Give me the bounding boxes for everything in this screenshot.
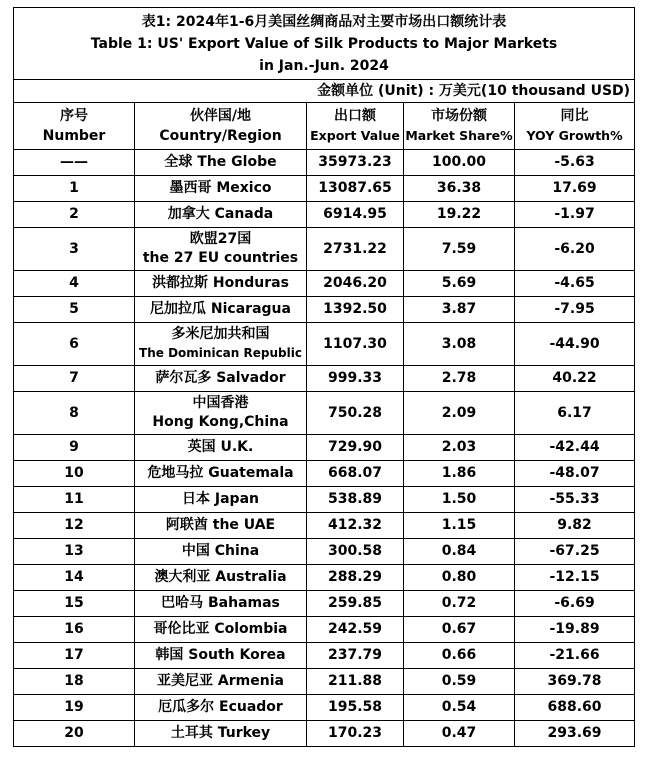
row-market-share: 3.08: [404, 323, 515, 366]
row-yoy-growth: -67.25: [515, 539, 635, 565]
document: [13, 7, 634, 747]
row-market-share: 0.66: [404, 643, 515, 669]
row-export-value: 1107.30: [307, 323, 404, 366]
row-country-name: 土耳其 Turkey: [170, 725, 271, 741]
row-export-value: 195.58: [307, 695, 404, 721]
row-country: [135, 591, 307, 617]
row-country-name: 全球 The Globe: [164, 154, 277, 170]
header-yoy-cn: 同比: [560, 108, 589, 124]
row-export-value: 999.33: [307, 366, 404, 392]
row-market-share: 1.15: [404, 513, 515, 539]
row-country-name: 巴哈马 Bahamas: [161, 595, 280, 611]
header-country-cn: 伙伴国/地: [189, 108, 252, 124]
row-country-name: 萨尔瓦多 Salvador: [155, 370, 286, 386]
row-export-value: 237.79: [307, 643, 404, 669]
row-country: [135, 643, 307, 669]
header-country: [135, 103, 307, 150]
row-number: 9: [14, 435, 135, 461]
table-row: [14, 695, 635, 721]
row-market-share: 7.59: [404, 228, 515, 271]
row-country: [135, 461, 307, 487]
row-market-share: 2.78: [404, 366, 515, 392]
row-yoy-growth: -19.89: [515, 617, 635, 643]
row-yoy-growth: -7.95: [515, 297, 635, 323]
row-country-name: 尼加拉瓜 Nicaragua: [150, 301, 291, 317]
row-yoy-growth: 293.69: [515, 721, 635, 747]
table-row: [14, 150, 635, 176]
row-market-share: 1.86: [404, 461, 515, 487]
header-yoy-en: YOY Growth%: [526, 128, 623, 143]
header-number-en: Number: [42, 128, 106, 144]
row-export-value: 211.88: [307, 669, 404, 695]
header-number-cn: 序号: [60, 108, 88, 124]
row-country: [135, 366, 307, 392]
row-export-value: 2731.22: [307, 228, 404, 271]
row-yoy-growth: 688.60: [515, 695, 635, 721]
table-title: [14, 8, 635, 80]
row-export-value: 13087.65: [307, 176, 404, 202]
row-number: ——: [14, 150, 135, 176]
row-country: [135, 435, 307, 461]
row-yoy-growth: -6.20: [515, 228, 635, 271]
row-country-name-en: the 27 EU countries: [142, 250, 299, 266]
row-country: [135, 513, 307, 539]
table-row: [14, 271, 635, 297]
row-yoy-growth: 40.22: [515, 366, 635, 392]
row-number: 1: [14, 176, 135, 202]
table-row: [14, 591, 635, 617]
row-country: [135, 669, 307, 695]
row-number: 4: [14, 271, 135, 297]
row-yoy-growth: 369.78: [515, 669, 635, 695]
row-yoy-growth: -4.65: [515, 271, 635, 297]
row-number: 20: [14, 721, 135, 747]
table-row: [14, 539, 635, 565]
row-number: 8: [14, 392, 135, 435]
row-yoy-growth: -48.07: [515, 461, 635, 487]
row-export-value: 750.28: [307, 392, 404, 435]
row-yoy-growth: 6.17: [515, 392, 635, 435]
row-country: [135, 271, 307, 297]
row-country-name: 阿联酋 the UAE: [165, 517, 276, 533]
row-country-name: 洪都拉斯 Honduras: [152, 275, 289, 291]
row-country-name-en: The Dominican Republic: [139, 346, 302, 360]
row-export-value: 300.58: [307, 539, 404, 565]
table-row: [14, 461, 635, 487]
row-country: [135, 721, 307, 747]
row-yoy-growth: -55.33: [515, 487, 635, 513]
row-country: [135, 297, 307, 323]
table-row: [14, 669, 635, 695]
row-country-name: 加拿大 Canada: [167, 206, 274, 222]
row-yoy-growth: 9.82: [515, 513, 635, 539]
row-number: 11: [14, 487, 135, 513]
row-market-share: 0.80: [404, 565, 515, 591]
table-row: [14, 435, 635, 461]
row-yoy-growth: -12.15: [515, 565, 635, 591]
row-country: [135, 565, 307, 591]
header-yoy: [515, 103, 635, 150]
table-row: [14, 721, 635, 747]
row-country-name: 厄瓜多尔 Ecuador: [158, 699, 283, 715]
row-country-name: 韩国 South Korea: [155, 647, 286, 663]
row-yoy-growth: 17.69: [515, 176, 635, 202]
header-share-cn: 市场份额: [431, 108, 487, 124]
row-number: 3: [14, 228, 135, 271]
header-export-cn: 出口额: [334, 108, 376, 124]
table-row: [14, 565, 635, 591]
header-share: [404, 103, 515, 150]
row-number: 12: [14, 513, 135, 539]
row-number: 17: [14, 643, 135, 669]
row-market-share: 0.59: [404, 669, 515, 695]
row-country-name: 哥伦比亚 Colombia: [153, 621, 288, 637]
table-row: [14, 323, 635, 366]
table-row: [14, 513, 635, 539]
table-row: [14, 392, 635, 435]
row-export-value: 1392.50: [307, 297, 404, 323]
table-row: [14, 297, 635, 323]
row-country-name: 多米尼加共和国: [171, 326, 270, 342]
header-export: [307, 103, 404, 150]
header-country-en: Country/Region: [159, 128, 282, 144]
row-market-share: 0.72: [404, 591, 515, 617]
row-number: 19: [14, 695, 135, 721]
unit-row: [14, 80, 635, 103]
row-market-share: 0.67: [404, 617, 515, 643]
row-country-name: 中国香港: [192, 395, 249, 411]
row-country: [135, 695, 307, 721]
row-market-share: 0.84: [404, 539, 515, 565]
row-market-share: 100.00: [404, 150, 515, 176]
row-country-name: 欧盟27国: [189, 231, 252, 247]
row-yoy-growth: -5.63: [515, 150, 635, 176]
row-export-value: 170.23: [307, 721, 404, 747]
title-cn: 表1: 2024年1-6月美国丝绸商品对主要市场出口额统计表: [141, 14, 507, 30]
row-yoy-growth: -44.90: [515, 323, 635, 366]
row-export-value: 729.90: [307, 435, 404, 461]
row-number: 13: [14, 539, 135, 565]
row-export-value: 259.85: [307, 591, 404, 617]
row-market-share: 19.22: [404, 202, 515, 228]
row-country-name: 危地马拉 Guatemala: [147, 465, 294, 481]
table-title-row: [14, 8, 635, 80]
row-export-value: 668.07: [307, 461, 404, 487]
row-country: [135, 150, 307, 176]
row-number: 14: [14, 565, 135, 591]
row-country: [135, 617, 307, 643]
row-number: 6: [14, 323, 135, 366]
row-country-name: 澳大利亚 Australia: [154, 569, 287, 585]
row-export-value: 2046.20: [307, 271, 404, 297]
row-number: 2: [14, 202, 135, 228]
row-market-share: 0.54: [404, 695, 515, 721]
header-number: [14, 103, 135, 150]
row-export-value: 412.32: [307, 513, 404, 539]
row-market-share: 1.50: [404, 487, 515, 513]
row-export-value: 6914.95: [307, 202, 404, 228]
row-market-share: 36.38: [404, 176, 515, 202]
title-en: Table 1: US' Export Value of Silk Products to Major Markets: [90, 36, 558, 52]
row-export-value: 242.59: [307, 617, 404, 643]
row-country-name: 日本 Japan: [182, 491, 259, 507]
row-export-value: 288.29: [307, 565, 404, 591]
row-country: [135, 202, 307, 228]
export-table: [13, 7, 635, 747]
row-country-name-en: Hong Kong,China: [152, 414, 289, 430]
row-country: [135, 176, 307, 202]
title-period: in Jan.-Jun. 2024: [259, 58, 389, 74]
table-row: [14, 617, 635, 643]
row-country: [135, 323, 307, 366]
row-number: 7: [14, 366, 135, 392]
row-market-share: 5.69: [404, 271, 515, 297]
row-country: [135, 228, 307, 271]
row-yoy-growth: -6.69: [515, 591, 635, 617]
row-market-share: 0.47: [404, 721, 515, 747]
row-country-name: 墨西哥 Mexico: [169, 180, 272, 196]
row-number: 10: [14, 461, 135, 487]
row-market-share: 2.09: [404, 392, 515, 435]
row-yoy-growth: -1.97: [515, 202, 635, 228]
row-yoy-growth: -42.44: [515, 435, 635, 461]
row-number: 16: [14, 617, 135, 643]
row-country: [135, 539, 307, 565]
header-share-en: Market Share%: [405, 128, 513, 143]
row-market-share: 2.03: [404, 435, 515, 461]
table-row: [14, 202, 635, 228]
row-export-value: 35973.23: [307, 150, 404, 176]
header-export-en: Export Value: [310, 128, 400, 143]
row-number: 5: [14, 297, 135, 323]
table-row: [14, 176, 635, 202]
row-export-value: 538.89: [307, 487, 404, 513]
row-country: [135, 487, 307, 513]
unit-label: 金额单位 (Unit) : 万美元(10 thousand USD): [14, 80, 635, 103]
row-number: 15: [14, 591, 135, 617]
row-country-name: 亚美尼亚 Armenia: [157, 673, 284, 689]
table-row: [14, 487, 635, 513]
row-country: [135, 392, 307, 435]
table-row: [14, 643, 635, 669]
row-yoy-growth: -21.66: [515, 643, 635, 669]
row-country-name: 英国 U.K.: [187, 439, 254, 455]
row-number: 18: [14, 669, 135, 695]
table-row: [14, 366, 635, 392]
header-row: [14, 103, 635, 150]
row-country-name: 中国 China: [181, 543, 260, 559]
row-market-share: 3.87: [404, 297, 515, 323]
table-row: [14, 228, 635, 271]
